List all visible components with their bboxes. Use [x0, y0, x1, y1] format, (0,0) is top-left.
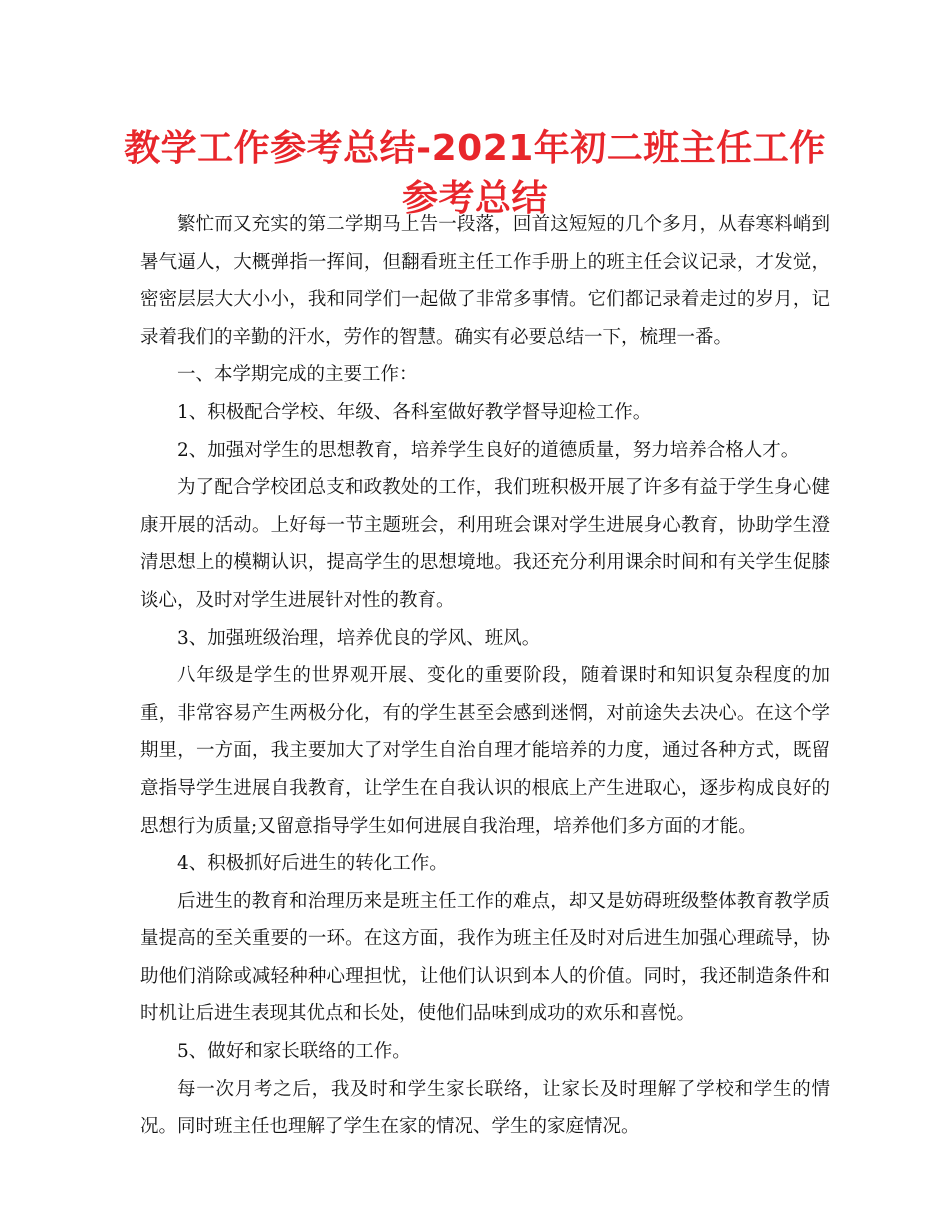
section-heading-main-work: 一、本学期完成的主要工作：	[177, 364, 418, 386]
document-body	[140, 206, 830, 1146]
paragraph-item-3-detail: 八年级是学生的世界观开展、变化的重要阶段，随着课时和知识复杂程度的加重，非常容易产生两极分化，有的学生甚至会感到迷惘，对前途失去决心。在这个学期里，一方面，我主要加大了对学生自治自理才能培养的力度，通过各种方式，既留意指导学生进展自我教育，让学生在自我认识的根底上产生进取心，逐步构成良好的思想行为质量;又留意指导学生如何进展自我治理，培养他们多方面的才能。	[140, 665, 830, 837]
item-4: 4、积极抓好后进生的转化工作。	[177, 853, 448, 875]
document-title: 教学工作参考总结-2021年初二班主任工作参考总结	[124, 128, 826, 219]
paragraph-intro: 繁忙而又充实的第二学期马上告一段落，回首这短短的几个多月，从春寒料峭到暑气逼人，大概弹指一挥间，但翻看班主任工作手册上的班主任会议记录，才发觉，密密层层大大小小，我和同学们一起做了非常多事情。它们都记录着走过的岁月，记录着我们的辛勤的汗水，劳作的智慧。确实有必要总结一下，梳理一番。	[140, 214, 830, 348]
item-2: 2、加强对学生的思想教育，培养学生良好的道德质量，努力培养合格人才。	[177, 439, 800, 461]
paragraph-item-4-detail: 后进生的教育和治理历来是班主任工作的难点，却又是妨碍班级整体教育教学质量提高的至关重要的一环。在这方面，我作为班主任及时对后进生加强心理疏导，协助他们消除或减轻种种心理担忧，让他们认识到本人的价值。同时，我还制造条件和时机让后进生表现其优点和长处，使他们品味到成功的欢乐和喜悦。	[140, 890, 830, 1025]
item-3: 3、加强班级治理，培养优良的学风、班风。	[177, 627, 541, 649]
item-5: 5、做好和家长联络的工作。	[177, 1041, 411, 1063]
paragraph-item-5-detail: 每一次月考之后，我及时和学生家长联络，让家长及时理解了学校和学生的情况。同时班主任也理解了学生在家的情况、学生的家庭情况。	[140, 1078, 830, 1138]
item-1: 1、积极配合学校、年级、各科室做好教学督导迎检工作。	[177, 401, 652, 423]
paragraph-item-2-detail: 为了配合学校团总支和政教处的工作，我们班积极开展了许多有益于学生身心健康开展的活动。上好每一节主题班会，利用班会课对学生进展身心教育，协助学生澄清思想上的模糊认识，提高学生的思想境地。我还充分利用课余时间和有关学生促膝谈心，及时对学生进展针对性的教育。	[140, 477, 830, 611]
